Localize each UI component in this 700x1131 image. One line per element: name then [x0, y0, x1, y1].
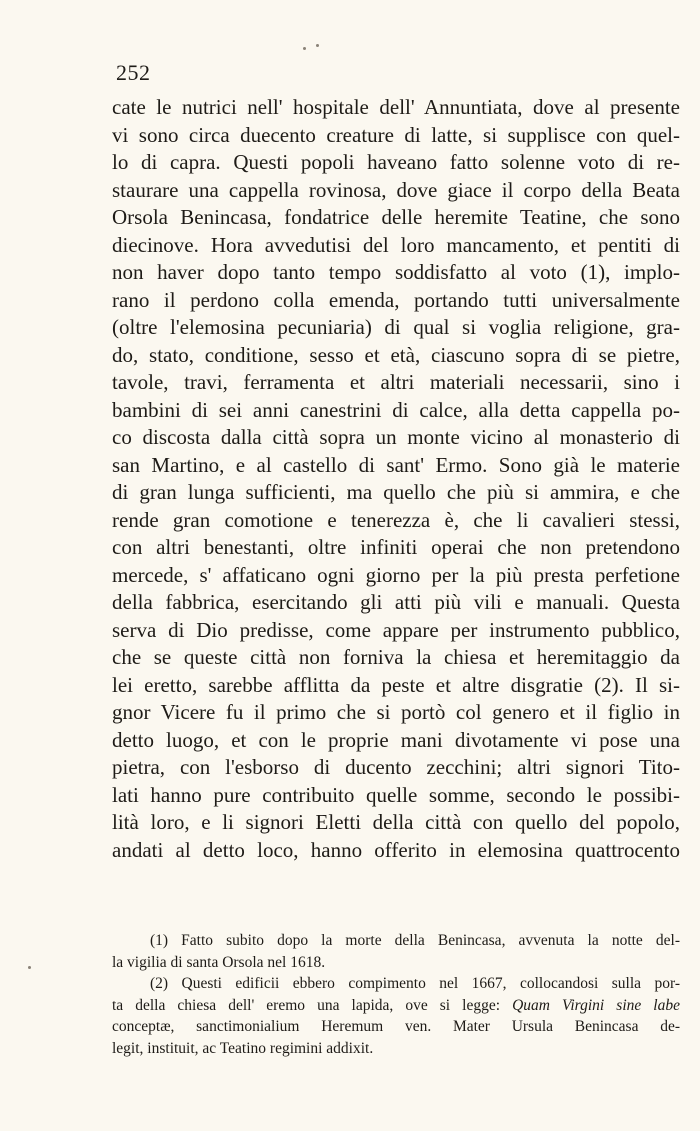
footnote-1-line: la vigilia di santa Orsola nel 1618. — [112, 953, 326, 971]
footnote-2-inscription: conceptæ, sanctimonialium Heremum ven. Mater Ursula Benincasa de- — [112, 1018, 680, 1036]
text-line: pietra, con l'esborso di ducento zecchini; altri signori Tito- — [112, 755, 680, 779]
text-line: non haver dopo tanto tempo soddisfatto al voto (1), implo- — [112, 260, 680, 284]
footnote-2-inscription: Quam Virgini sine labe — [512, 996, 680, 1014]
text-line: detto luogo, et con le proprie mani divotamente vi pose una — [112, 727, 680, 752]
text-line: co discosta dalla città sopra un monte vicino al monasterio di — [112, 425, 680, 449]
text-line: diecinove. Hora avvedutisi del loro mancamento, et pentiti di — [112, 232, 680, 257]
footnote-1-line: (1) Fatto subito dopo la morte della Benincasa, avvenuta la notte del- — [150, 932, 680, 949]
text-line: tavole, travi, ferramenta et altri materiali necessarii, sino i — [112, 370, 680, 394]
text-line: bambini di sei anni canestrini di calce, alla detta cappella po- — [112, 397, 680, 422]
text-line: lo di capra. Questi popoli haveano fatto solenne voto di re- — [112, 150, 680, 174]
ink-speck — [303, 47, 306, 50]
text-line: rende gran comotione e tenerezza è, che li cavalieri stessi, — [112, 507, 680, 532]
text-line: do, stato, conditione, sesso et età, ciascuno sopra di se pietre, — [112, 342, 680, 367]
footnote-2-inscription: legit, instituit, ac Teatino regimini addixit. — [112, 1039, 374, 1057]
text-line: Orsola Benincasa, fondatrice delle heremite Teatine, che sono — [112, 205, 680, 229]
text-line: rano il perdono colla emenda, portando tutti universalmente — [112, 287, 680, 312]
ink-speck — [28, 966, 31, 969]
text-line: lità loro, e li signori Eletti della città con quello del popolo, — [112, 810, 680, 834]
footnote-2-line — [112, 995, 680, 1017]
footnotes — [112, 930, 680, 1060]
text-line: serva di Dio predisse, come appare per instrumento pubblico, — [112, 617, 680, 642]
text-line: della fabbrica, esercitando gli atti più vili e manuali. Questa — [112, 590, 680, 614]
footnote-2-line: (2) Questi edificii ebbero compimento nel 1667, collocandosi sulla por- — [150, 975, 680, 993]
footnote-2-text: ta della chiesa dell' eremo una lapida, ove si legge: — [112, 996, 513, 1014]
body-text — [112, 94, 680, 864]
ink-speck — [316, 44, 319, 47]
text-line: lei eretto, sarebbe afflitta da peste et altre disgratie (2). Il si- — [112, 672, 680, 697]
text-line: di gran lunga sufficienti, ma quello che più si ammira, e che — [112, 480, 680, 504]
text-line: gnor Vicere fu il primo che si portò col genero et il figlio in — [112, 700, 680, 724]
text-line: lati hanno pure contribuito quelle somme, secondo le possibi- — [112, 782, 680, 807]
text-line: (oltre l'elemosina pecuniaria) di qual si voglia religione, gra- — [112, 315, 680, 339]
text-line: andati al detto loco, hanno offerito in elemosina quattrocento — [112, 837, 680, 862]
page-number: 252 — [116, 60, 151, 85]
text-line: staurare una cappella rovinosa, dove giace il corpo della Beata — [112, 177, 680, 202]
text-line: con altri benestanti, oltre infiniti operai che non pretendono — [112, 535, 680, 559]
text-line: mercede, s' affaticano ogni giorno per la più presta perfetione — [112, 562, 680, 587]
text-line: vi sono circa duecento creature di latte, si supplisce con quel- — [112, 122, 680, 147]
text-line: che se queste città non forniva la chiesa et heremitaggio da — [112, 645, 680, 669]
text-line: cate le nutrici nell' hospitale dell' Annuntiata, dove al presente — [112, 95, 680, 119]
text-line: san Martino, e al castello di sant' Ermo. Sono già le materie — [112, 452, 680, 477]
